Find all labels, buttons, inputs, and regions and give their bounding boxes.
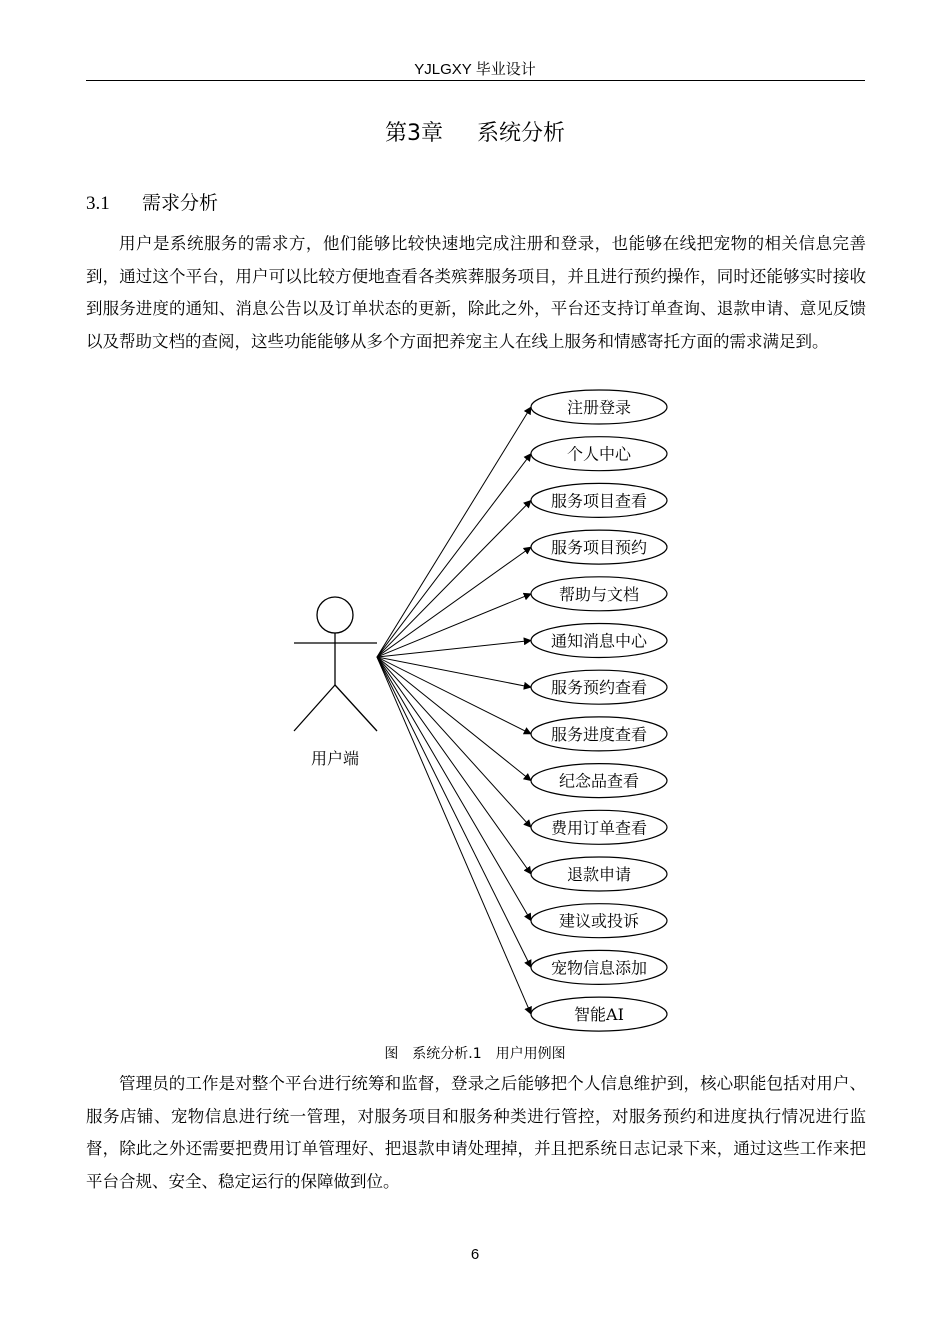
association-arrow	[377, 454, 531, 657]
association-arrow	[377, 641, 531, 658]
use-case	[531, 857, 667, 891]
use-case-label: 服务进度查看	[550, 724, 648, 744]
use-case-label: 费用订单查看	[550, 818, 648, 838]
association-arrow	[377, 594, 531, 657]
use-case-label: 帮助与文档	[558, 584, 640, 604]
use-case-label: 服务预约查看	[550, 678, 648, 698]
figure-caption: 图 系统分析.1 用户用例图	[384, 1046, 566, 1062]
use-case-label: 服务项目预约	[550, 538, 648, 558]
use-case-label: 注册登录	[566, 398, 632, 417]
use-case-label: 纪念品查看	[558, 771, 640, 791]
paragraph-user-requirements: 用户是系统服务的需求方，他们能够比较快速地完成注册和登录，也能够在线把宠物的相关信息完善到，通过这个平台，用户可以比较方便地查看各类殡葬服务项目，并且进行预约操作，同时还能够实时接收到服务进度的通知、消息公告以及订单状态的更新，除此之外，平台还支持订单查询、退款申请、意见反馈以及帮助文档的查阅，这些功能能够从多个方面把养宠主人在线上服务和情感寄托方面的需求满足到。	[86, 234, 866, 351]
page-number: 6	[470, 1246, 480, 1263]
use-case-diagram	[0, 385, 950, 1045]
use-case	[531, 764, 667, 798]
association-lines	[377, 407, 531, 1014]
section-title	[86, 188, 218, 215]
chapter-title	[0, 116, 950, 147]
association-arrow	[377, 547, 531, 657]
use-case-label: 智能AI	[574, 1005, 624, 1025]
use-case	[531, 437, 667, 471]
use-case-label: 个人中心	[566, 444, 632, 464]
use-case	[531, 530, 667, 564]
use-case-list	[531, 390, 667, 1031]
use-case	[531, 997, 667, 1031]
use-case-label: 通知消息中心	[550, 631, 648, 651]
association-arrow	[377, 657, 531, 874]
use-case-label: 服务项目查看	[550, 491, 648, 511]
use-case	[531, 950, 667, 984]
use-case	[531, 810, 667, 844]
section-name: 需求分析	[142, 192, 219, 214]
actor-head	[317, 597, 353, 633]
use-case	[531, 483, 667, 517]
section-number: 3.1	[86, 193, 110, 214]
use-case	[531, 670, 667, 704]
actor-label: 用户端	[310, 749, 360, 768]
use-case-label: 宠物信息添加	[550, 958, 648, 978]
association-arrow	[377, 407, 531, 657]
actor-right-leg	[335, 685, 377, 731]
association-arrow	[377, 657, 531, 921]
use-case	[531, 624, 667, 658]
chapter-number: 第3章	[384, 121, 443, 146]
paragraph-admin-requirements: 管理员的工作是对整个平台进行统筹和监督，登录之后能够把个人信息维护到，核心职能包括对用户、服务店铺、宠物信息进行统一管理，对服务项目和服务种类进行管控，对服务预约和进度执行情况进行监督，除此之外还需要把费用订单管理好、把退款申请处理掉，并且把系统日志记录下来，通过这些工作来把平台合规、安全、稳定运行的保障做到位。	[86, 1074, 866, 1191]
association-arrow	[377, 657, 531, 967]
header-rule	[86, 80, 865, 81]
use-case	[531, 577, 667, 611]
use-case-diagram-svg	[0, 385, 950, 1045]
actor-figure	[294, 597, 377, 731]
association-arrow	[377, 657, 531, 734]
running-header: YJLGXY 毕业设计	[414, 61, 536, 78]
actor-left-leg	[294, 685, 335, 731]
association-arrow	[377, 500, 531, 657]
use-case	[531, 390, 667, 424]
association-arrow	[377, 657, 531, 1014]
association-arrow	[377, 657, 531, 781]
use-case	[531, 717, 667, 751]
use-case	[531, 904, 667, 938]
chapter-name: 系统分析	[476, 121, 565, 146]
use-case-label: 退款申请	[566, 865, 632, 884]
use-case-label: 建议或投诉	[558, 911, 640, 931]
